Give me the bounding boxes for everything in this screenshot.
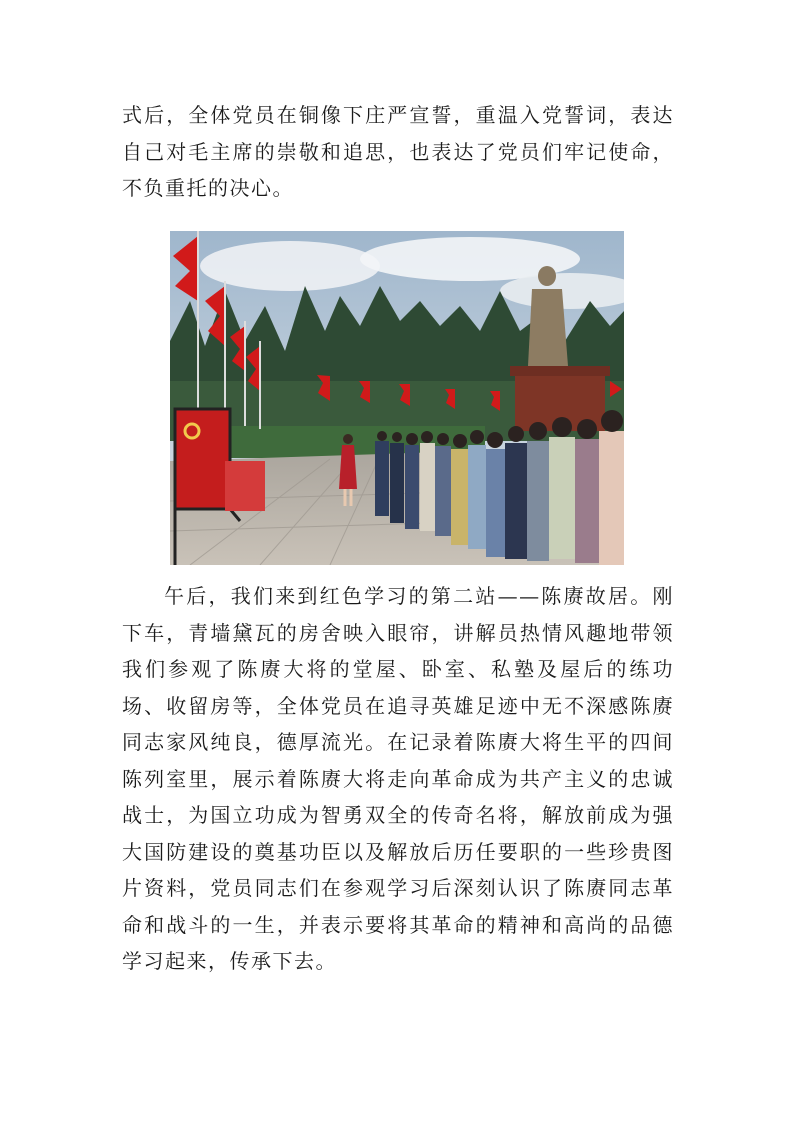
party-oath-photo xyxy=(170,231,624,565)
party-oath-photo-icon xyxy=(170,231,624,565)
paragraph-oath: 式后，全体党员在铜像下庄严宣誓，重温入党誓词，表达自己对毛主席的崇敬和追思，也表达了党员们牢记使命，不负重托的决心。 xyxy=(122,103,674,200)
paragraph-chen-geng-residence: 午后，我们来到红色学习的第二站——陈赓故居。刚下车，青墙黛瓦的房舍映入眼帘，讲解员热情风趣地带领我们参观了陈赓大将的堂屋、卧室、私塾及屋后的练功场、收留房等，全体党员在追寻英雄足迹中无不深感陈赓同志家风纯良，德厚流光。在记录着陈赓大将生平的四间陈列室里，展示着陈赓大将走向革命成为共产主义的忠诚战士，为国立功成为智勇双全的传奇名将，解放前成为强大国防建设的奠基功臣以及解放后历任要职的一些珍贵图片资料，党员同志们在参观学习后深刻认识了陈赓同志革命和战斗的一生，并表示要将其革命的精神和高尚的品德学习起来，传承下去。 xyxy=(122,584,674,973)
